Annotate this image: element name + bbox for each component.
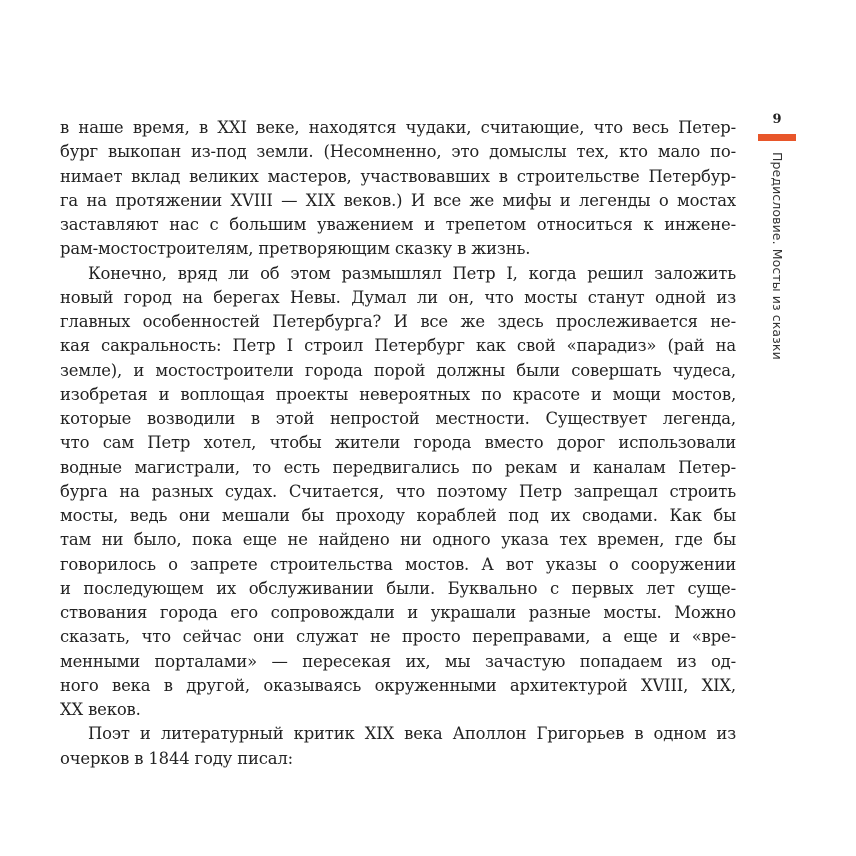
text-line: кая сакральность: Петр I строил Петербург как свой «парадиз» (рай на	[60, 336, 736, 356]
text-line: земле), и мостостроители города порой должны были совершать чудеса,	[60, 360, 736, 380]
text-line: XX веков.	[60, 700, 141, 719]
text-line: новый город на берегах Невы. Думал ли он, что мосты станут одной из	[60, 287, 736, 307]
text-line: нимает вклад великих мастеров, участвовавших в строительстве Петербур-	[60, 166, 736, 186]
text-line: бурга на разных судах. Считается, что поэтому Петр запрещал строить	[60, 481, 736, 501]
accent-bar	[758, 134, 796, 141]
text-line: ствования города его сопровождали и украшали разные мосты. Можно	[60, 603, 736, 622]
text-line: бург выкопан из-под земли. (Несомненно, это домыслы тех, кто мало по-	[60, 142, 736, 162]
text-line: и последующем их обслуживании были. Буквально с первых лет суще-	[60, 578, 736, 598]
text-line: менными порталами» — пересекая их, мы зачастую попадаем из од-	[60, 651, 736, 671]
text-line: говорилось о запрете строительства мостов. А вот указы о сооружении	[60, 554, 736, 574]
text-line: заставляют нас с большим уважением и трепетом относиться к инжене-	[60, 215, 736, 234]
running-head: Предисловие. Мосты из сказки	[770, 152, 785, 360]
page-number: 9	[772, 112, 782, 127]
text-line: Поэт и литературный критик XIX века Аполлон Григорьев в одном из	[88, 724, 736, 744]
text-line: Конечно, вряд ли об этом размышлял Петр I, когда решил заложить	[88, 263, 736, 283]
text-line: мосты, ведь они мешали бы проходу кораблей под их сводами. Как бы	[60, 506, 736, 525]
text-line: га на протяжении XVIII — XIX веков.) И все же мифы и легенды о мостах	[60, 190, 736, 210]
text-line: главных особенностей Петербурга? И все же здесь прослеживается не-	[60, 312, 736, 331]
text-line: водные магистрали, то есть передвигались по рекам и каналам Петер-	[60, 457, 736, 477]
text-line: которые возводили в этой непростой местности. Существует легенда,	[60, 409, 736, 428]
paragraph-3	[60, 722, 736, 771]
paragraph-1	[60, 116, 736, 262]
text-line: там ни было, пока еще не найдено ни одного указа тех времен, где бы	[60, 530, 736, 550]
text-line: ного века в другой, оказываясь окруженными архитектурой XVIII, XIX,	[60, 675, 736, 695]
text-line: рам-мостостроителям, претворяющим сказку в жизнь.	[60, 239, 531, 259]
body-text	[60, 116, 736, 771]
text-line: что сам Петр хотел, чтобы жители города вместо дорог использовали	[60, 433, 736, 453]
text-line: в наше время, в XXI веке, находятся чудаки, считающие, что весь Петер-	[60, 118, 736, 137]
paragraph-2	[60, 262, 736, 723]
text-line: сказать, что сейчас они служат не просто переправами, а еще и «вре-	[60, 627, 736, 647]
text-line: изобретая и воплощая проекты невероятных по красоте и мощи мостов,	[60, 384, 736, 404]
text-line: очерков в 1844 году писал:	[60, 748, 294, 768]
